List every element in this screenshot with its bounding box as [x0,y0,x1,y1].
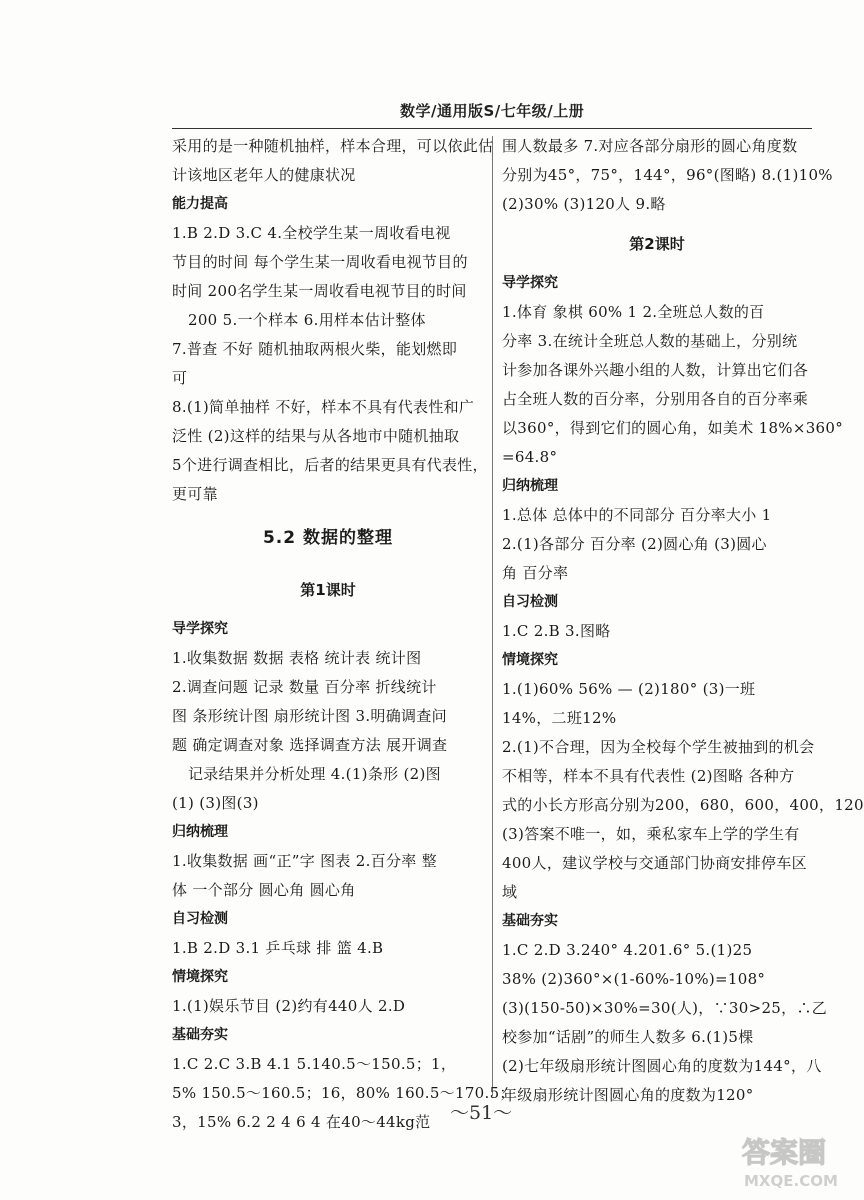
answer-line: 5% 150.5～160.5；16，80% 160.5～170.5； [172,1084,515,1102]
answer-line: 2.(1)各部分 百分率 (2)圆心角 (3)圆心 [502,535,767,553]
section-heading: 导学探究 [172,621,228,637]
answer-line: 节目的时间 每个学生某一周收看电视节目的 [172,253,468,271]
answer-line: 图 条形统计图 扇形统计图 3.明确调查问 [172,707,447,725]
answer-line: (3)(150-50)×30%=30(人)，∵30>25，∴乙 [502,999,828,1017]
answer-line: 可 [172,369,188,387]
page-header: 数学/通用版S/七年级/上册 [400,102,585,120]
answer-line: (2)七年级扇形统计图圆心角的度数为144°，八 [502,1057,822,1075]
answer-line: 记录结果并分析处理 4.(1)条形 (2)图 [188,765,441,783]
answer-line: =64.8° [502,448,558,466]
answer-line: 1.(1)娱乐节目 (2)约有440人 2.D [172,997,406,1015]
answer-line: (2)30% (3)120人 9.略 [502,195,666,213]
answer-line: 200 5.一个样本 6.用样本估计整体 [188,311,426,329]
answer-line: 以360°，得到它们的圆心角，如美术 18%×360° [502,419,844,437]
answer-line: 14%，二班12% [502,709,617,727]
answer-line: 7.普查 不好 随机抽取两根火柴，能划燃即 [172,340,458,358]
answer-line: 5个进行调查相比，后者的结果更具有代表性， [172,456,488,474]
answer-line: 8.(1)简单抽样 不好，样本不具有代表性和广 [172,398,475,416]
answer-line: 1.B 2.D 3.C 4.全校学生某一周收看电视 [172,224,451,242]
answer-line: 1.B 2.D 3.1 乒乓球 排 篮 4.B [172,939,384,957]
answer-line: 不相等，样本不具有代表性 (2)图略 各种方 [502,767,795,785]
section-heading: 归纳梳理 [172,824,228,840]
answer-line: 1.(1)60% 56% — (2)180° (3)一班 [502,680,756,698]
header-rule [172,128,812,129]
answer-line: 1.C 2.C 3.B 4.1 5.140.5～150.5；1， [172,1055,457,1073]
watermark-logo [738,1128,850,1192]
section-heading: 情境探究 [502,652,558,668]
answer-line: 1.C 2.D 3.240° 4.201.6° 5.(1)25 [502,941,753,959]
right-column [502,132,864,1110]
answer-line: 1.收集数据 画“正”字 图表 2.百分率 整 [172,852,437,870]
answer-line: 400人，建议学校与交通部门协商安排停车区 [502,854,807,872]
answer-line: 计参加各课外兴趣小组的人数，计算出它们各 [502,361,809,379]
answer-line: 泛性 (2)这样的结果与从各地市中随机抽取 [172,427,460,445]
answer-line: 校参加“话剧”的师生人数多 6.(1)5棵 [502,1028,754,1046]
column-divider [492,136,493,1096]
answer-line: (3)答案不唯一，如，乘私家车上学的学生有 [502,825,800,843]
answer-line: 1.体育 象棋 60% 1 2.全班总人数的百 [502,303,765,321]
answer-line: 围人数最多 7.对应各部分扇形的圆心角度数 [502,137,798,155]
watermark-icon [738,1128,850,1192]
section-heading: 基础夯实 [502,913,558,929]
answer-line: 采用的是一种随机抽样，样本合理，可以依此估 [172,137,494,155]
answer-line: 3，15% 6.2 2 4 6 4 在40～44kg范 [172,1113,431,1131]
answer-line: 分率 3.在统计全班总人数的基础上，分别统 [502,332,798,350]
section-heading: 导学探究 [502,275,558,291]
answer-line: 域 [502,883,518,901]
answer-line: 题 确定调查对象 选择调查方法 展开调查 [172,736,448,754]
answer-line: 占全班人数的百分率，分别用各自的百分率乘 [502,390,809,408]
left-column [172,132,515,1137]
section-heading: 情境探究 [172,969,228,985]
section-heading: 能力提高 [172,196,228,212]
answer-line: 角 百分率 [502,564,569,582]
section-heading: 基础夯实 [172,1027,228,1043]
answer-line: 2.(1)不合理，因为全校每个学生被抽到的机会 [502,738,815,756]
section-heading: 自习检测 [172,911,228,927]
answer-line: 年级扇形统计图圆心角的度数为120° [502,1086,754,1104]
answer-line: 计该地区老年人的健康状况 [172,166,356,184]
answer-line: 38% (2)360°×(1-60%-10%)=108° [502,970,766,988]
section-heading: 自习检测 [502,594,558,610]
answer-line: 2.调查问题 记录 数量 百分率 折线统计 [172,678,437,696]
answer-line: 式的小长方形高分别为200，680，600，400，120 [502,796,864,814]
lesson-title: 第2课时 [629,235,685,253]
answer-line: 1.C 2.B 3.图略 [502,622,611,640]
section-title: 5.2 数据的整理 [262,528,394,548]
answer-line: 更可靠 [172,485,218,503]
answer-line: 时间 200名学生某一周收看电视节目的时间 [172,282,467,300]
answer-line: 1.收集数据 数据 表格 统计表 统计图 [172,649,422,667]
watermark-line1: 答案圈 [742,1136,827,1169]
watermark-line2: MXQE.COM [744,1172,838,1190]
answer-line: 分别为45°，75°，144°，96°(图略) 8.(1)10% [502,166,833,184]
page-number: ～51～ [450,1102,513,1124]
answer-line: 1.总体 总体中的不同部分 百分率大小 1 [502,506,772,524]
answer-line: 体 一个部分 圆心角 圆心角 [172,881,356,899]
lesson-title: 第1课时 [300,581,356,599]
section-heading: 归纳梳理 [502,478,558,494]
answer-line: (1) (3)图(3) [172,794,259,812]
